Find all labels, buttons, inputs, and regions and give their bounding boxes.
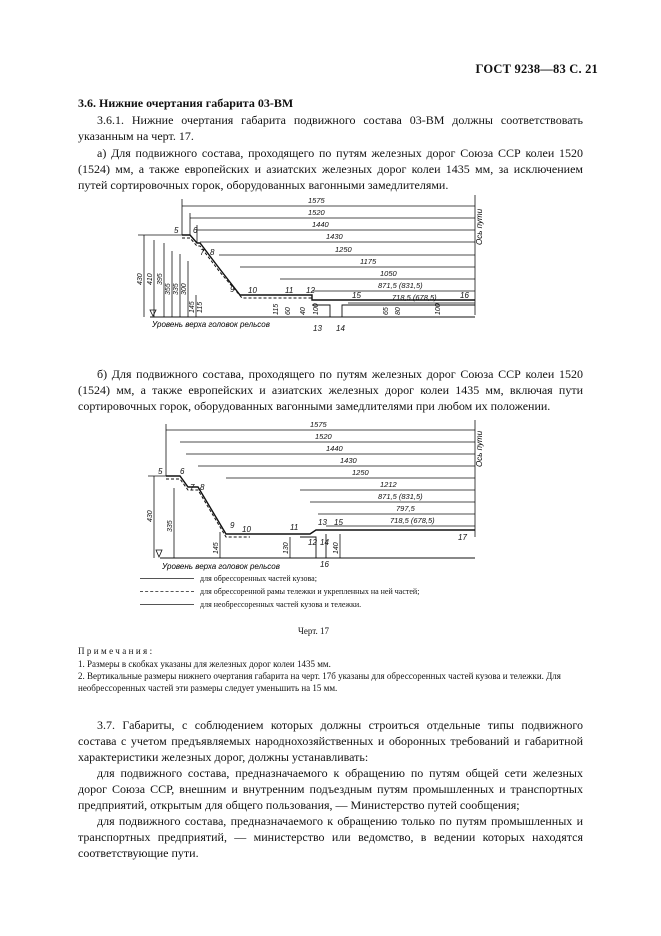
svg-text:80: 80 <box>395 307 402 315</box>
width-label: 1520 <box>308 208 325 217</box>
point-16: 16 <box>320 560 329 569</box>
solid-line-sample <box>140 578 194 579</box>
point-7: 7 <box>200 248 205 257</box>
svg-text:1430: 1430 <box>340 456 357 465</box>
point-10: 10 <box>242 525 251 534</box>
rail-level-label: Уровень верха головок рельсов <box>152 320 270 329</box>
section-title: 3.6. Нижние очертания габарита 03-ВМ <box>78 96 294 110</box>
svg-text:1212: 1212 <box>380 480 397 489</box>
note-1: 1. Размеры в скобках указаны для железных дорог колеи 1435 мм. <box>78 659 331 669</box>
paragraph-3-7-mps: для подвижного состава, предназначаемого к обращению по путям общей сети железных дорог Союза ССР, внешним и внутренним подъездным путям промышленных и транспортных предприятий, открытым для общего пользования, — Министерство путей сообщения; <box>78 766 583 813</box>
svg-text:335: 335 <box>167 520 174 532</box>
point-16: 16 <box>460 291 469 300</box>
dashed-line-sample <box>140 591 194 592</box>
svg-text:871,5 (831,5): 871,5 (831,5) <box>378 492 423 501</box>
point-14: 14 <box>336 324 345 333</box>
width-label: 1175 <box>360 257 377 266</box>
point-9: 9 <box>230 285 235 294</box>
point-6: 6 <box>193 226 198 235</box>
point-13: 13 <box>318 518 327 527</box>
svg-text:430: 430 <box>137 273 144 285</box>
point-11: 11 <box>290 523 299 532</box>
paragraph-b: б) Для подвижного состава, проходящего по путям железных дорог Союза ССР колеи 1520 (1524) мм, а также европейских и азиатских железных дорог колеи 1435 мм, включая пути сортировочных горок, оборудованных вагонными замедлителями при любом их положении. <box>78 367 583 414</box>
svg-text:145: 145 <box>189 301 196 313</box>
width-label: 718,5 (678,5) <box>392 293 437 302</box>
svg-text:130: 130 <box>283 542 290 554</box>
point-5: 5 <box>158 467 163 476</box>
paragraph-3-7: 3.7. Габариты, с соблюдением которых должны строиться отдельные типы подвижного состава с учетом предъявляемых народнохозяйственных и оборонных требований и габаритной характеристики железных дорог, должны устанавливать: <box>78 718 583 765</box>
drawing-a <box>130 185 490 360</box>
point-7: 7 <box>190 483 195 492</box>
drawing-b <box>140 412 490 572</box>
cross-line-sample <box>140 604 194 605</box>
legend-item-solid: для обрессоренных частей кузова; <box>140 574 317 583</box>
svg-text:430: 430 <box>147 510 154 522</box>
svg-text:797,5: 797,5 <box>396 504 415 513</box>
point-8: 8 <box>210 248 215 257</box>
svg-text:410: 410 <box>147 273 154 285</box>
point-11: 11 <box>285 286 294 295</box>
svg-text:1440: 1440 <box>326 444 343 453</box>
svg-text:60: 60 <box>285 307 292 315</box>
svg-text:40: 40 <box>300 307 307 315</box>
figure-caption: Черт. 17 <box>298 626 329 636</box>
paragraph-a: а) Для подвижного состава, проходящего по путям железных дорог Союза ССР колеи 1520 (1524) мм, а также европейских и азиатских железных дорог колеи 1435 мм, за исключением путей сортировочных горок, оборудованных вагонными замедлителями. <box>78 146 583 193</box>
note-2: 2. Вертикальные размеры нижнего очертания габарита на черт. 17б указаны для обрессоренных частей кузова и тележки. Для необрессоренных частей эти размеры следует уменьшить на 15 мм. <box>78 671 561 693</box>
svg-text:718,5 (678,5): 718,5 (678,5) <box>390 516 435 525</box>
width-label: 1250 <box>335 245 352 254</box>
rail-level-label: Уровень верха головок рельсов <box>162 562 280 571</box>
paragraph-3-6-1: 3.6.1. Нижние очертания габарита подвижного состава 03-ВМ должны соответствовать указанным на черт. 17. <box>78 113 583 144</box>
point-14: 14 <box>320 538 329 547</box>
point-15: 15 <box>334 518 343 527</box>
point-12: 12 <box>308 538 317 547</box>
point-6: 6 <box>180 467 185 476</box>
point-17: 17 <box>458 533 467 542</box>
point-8: 8 <box>200 483 205 492</box>
svg-text:65: 65 <box>383 307 390 315</box>
svg-text:395: 395 <box>157 273 164 285</box>
svg-text:140: 140 <box>333 542 340 554</box>
axis-label: Ось пути <box>475 430 484 467</box>
svg-text:100: 100 <box>435 303 442 315</box>
width-label: 1440 <box>312 220 329 229</box>
notes-heading: Примечания: <box>78 646 155 656</box>
svg-text:335: 335 <box>173 283 180 295</box>
width-label: 1575 <box>308 196 325 205</box>
svg-text:1520: 1520 <box>315 432 332 441</box>
point-12: 12 <box>306 286 315 295</box>
paragraph-3-7-industrial: для подвижного состава, предназначаемого к обращению только по путям промышленных и транспортных предприятий, — министерство или ведомство, в ведении которых находятся соответствующие пути. <box>78 814 583 861</box>
axis-label: Ось пути <box>475 208 484 245</box>
svg-text:115: 115 <box>197 301 204 313</box>
point-13: 13 <box>313 324 322 333</box>
svg-text:300: 300 <box>181 283 188 295</box>
point-5: 5 <box>174 226 179 235</box>
svg-text:100: 100 <box>313 303 320 315</box>
point-15: 15 <box>352 291 361 300</box>
svg-text:355: 355 <box>165 283 172 295</box>
width-label: 1050 <box>380 269 397 278</box>
point-10: 10 <box>248 286 257 295</box>
width-label: 1430 <box>326 232 343 241</box>
legend-item-dashed: для обрессоренной рамы тележки и укрепленных на ней частей; <box>140 587 419 596</box>
width-label: 871,5 (831,5) <box>378 281 423 290</box>
point-9: 9 <box>230 521 235 530</box>
legend-item-cross: для необрессоренных частей кузова и тележки. <box>140 600 361 609</box>
page-header: ГОСТ 9238—83 С. 21 <box>475 62 598 76</box>
svg-text:1575: 1575 <box>310 420 327 429</box>
svg-text:145: 145 <box>213 542 220 554</box>
svg-text:115: 115 <box>273 303 280 315</box>
svg-text:1250: 1250 <box>352 468 369 477</box>
